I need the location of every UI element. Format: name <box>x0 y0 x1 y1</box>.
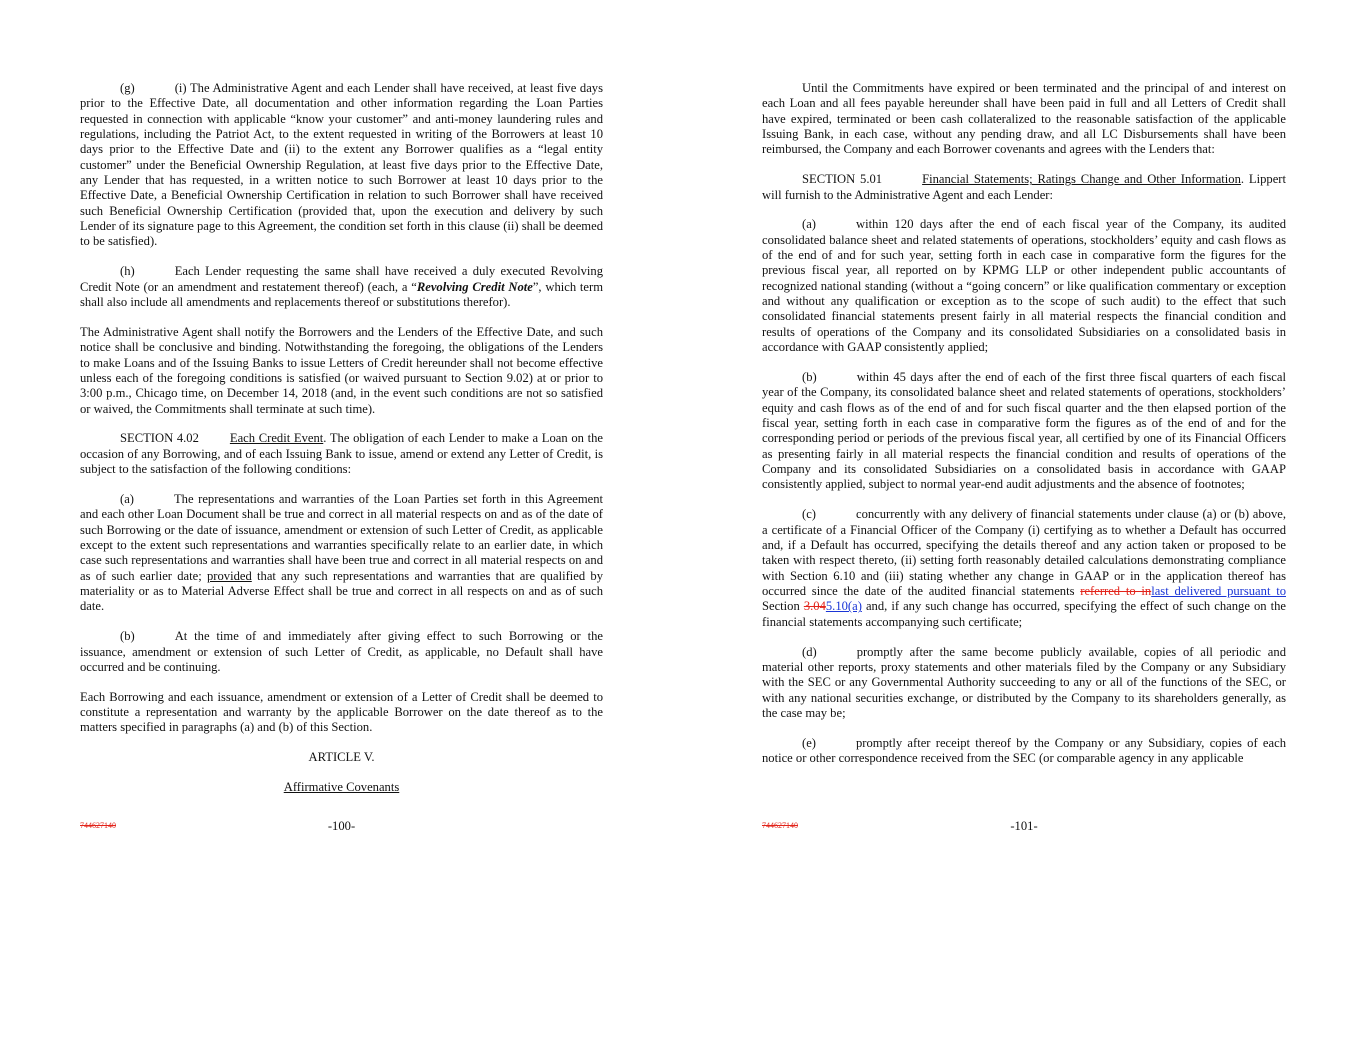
defined-term-revolving-credit-note: Revolving Credit Note <box>416 279 533 294</box>
clause-a-text-after: that any such representations and warranties that are qualified by materiality or as to Material Adverse Effect shall be true and correct in all respects on and as of such date. <box>80 568 603 614</box>
covenants-intro-paragraph: Until the Commitments have expired or been terminated and the principal of and interest on each Loan and all fees payable hereunder shall have been paid in full and all Letters of Credit shall have expired, terminated or been cash collateralized to the reasonable satisfaction of the applicable Issuing Bank, in each case, without any pending draw, and all LC Disbursements shall have been reimbursed, the Company and each Borrower covenants and agrees with the Lenders that: <box>762 81 1286 157</box>
effective-date-notice-paragraph: The Administrative Agent shall notify the Borrowers and the Lenders of the Effective Date, and such notice shall be conclusive and binding. Notwithstanding the foregoing, the obligations of the Lenders to make Loans and of the Issuing Banks to issue Letters of Credit hereunder shall not become effective unless each of the foregoing conditions is satisfied (or waived pursuant to Section 9.02) at or prior to 3:00 p.m., Chicago time, on December 14, 2018 (and, in the event such conditions are not so satisfied or waived, the Commitments shall terminate at such time). <box>80 324 603 416</box>
inserted-text-last-delivered: last delivered pursuant to <box>1151 583 1286 598</box>
inserted-section-number: 5.10(a) <box>825 599 862 614</box>
clause-5-01-a <box>762 217 1286 355</box>
clause-d-label: (d) <box>802 644 817 659</box>
clause-e-text: promptly after receipt thereof by the Company or any Subsidiary, copies of each notice or other correspondence received from the SEC (or comparable agency in any applicable <box>762 735 1286 766</box>
page-number: -101- <box>1010 819 1038 833</box>
footer-document-code: 744627140 <box>762 821 798 830</box>
clause-a-label: (a) <box>120 491 134 506</box>
clause-b-label: (b) <box>120 629 135 644</box>
page-number: -100- <box>327 819 356 833</box>
clause-4-02-a <box>80 492 603 615</box>
clause-5-01-c <box>762 507 1286 630</box>
page-101 <box>762 0 1286 860</box>
clause-5-01-d <box>762 645 1286 722</box>
clause-4-02-b <box>80 629 603 675</box>
section-4-02-text: . The obligation of each Lender to make a Loan on the occasion of any Borrowing, and of each Issuing Bank to issue, amend or extend any Letter of Credit, is subject to the satisfaction of the following conditions: <box>80 431 603 477</box>
section-4-02-title: Each Credit Event <box>229 431 324 446</box>
each-borrowing-paragraph: Each Borrowing and each issuance, amendment or extension of a Letter of Credit shall be deemed to constitute a representation and warranty by the applicable Borrower on the date thereof as to the matters specified in paragraphs (a) and (b) of this Section. <box>80 689 603 735</box>
section-5-01 <box>762 172 1286 203</box>
section-4-02 <box>80 431 603 477</box>
clause-b-text: within 45 days after the end of each of the first three fiscal quarters of each fiscal year of the Company, its consolidated balance sheet and related statements of operations, stockholders’ equity and cash flows as of the end of and for such fiscal quarter and the then elapsed portion of the fiscal year, setting forth in each case in comparative form the figures as of the end of and for the corresponding period or periods of the previous fiscal year, all certified by one of its Financial Officers as presenting fairly in all material respects the financial condition and results of operations of the Company and its consolidated Subsidiaries on a consolidated basis in accordance with GAAP consistently applied, subject to normal year-end audit adjustments and the absence of footnotes; <box>762 370 1286 492</box>
clause-5-01-e <box>762 736 1286 767</box>
clause-a-text: within 120 days after the end of each fiscal year of the Company, its audited consolidated balance sheet and related statements of operations, stockholders’ equity and cash flows as of the end of and for such year, setting forth in each case in comparative form the figures for the previous fiscal year, all reported on by KPMG LLP or other independent public accountants of recognized national standing (without a “going concern” or like qualification commentary or exception and without any qualification or exception as to the scope of such audit) to the effect that such consolidated financial statements present fairly in all material respects the financial condition and results of operations of the Company and its consolidated Subsidiaries on a consolidated basis in accordance with GAAP consistently applied; <box>762 217 1286 355</box>
section-5-01-label: SECTION 5.01 <box>802 172 883 187</box>
clause-e-label: (e) <box>802 735 816 750</box>
page-100-body <box>80 81 603 810</box>
section-5-01-title: Financial Statements; Ratings Change and Other Information <box>922 172 1241 187</box>
page-100 <box>80 0 603 860</box>
page-101-body <box>762 81 1286 781</box>
clause-g-text: (i) The Administrative Agent and each Lender shall have received, at least five days prior to the Effective Date, all documentation and other information regarding the Loan Parties requested in connection with applicable “know your customer” and anti-money laundering rules and regulations, including the Patriot Act, to the extent requested in writing of the Borrowers at least 10 days prior to the Effective Date and (ii) to the extent any Borrower qualifies as a “legal entity customer” under the Beneficial Ownership Regulation, at least five days prior to the Effective Date, any Lender that has requested, in a written notice to such Borrower at least 10 days prior to the Effective Date, a Beneficial Ownership Certification in relation to such Borrower shall have received such Beneficial Ownership Certification (provided that, upon the execution and delivery by such Lender of its signature page to this Agreement, the condition set forth in this clause (ii) shall be deemed to be satisfied). <box>80 81 603 249</box>
article-title-wrap <box>80 780 603 795</box>
clause-c-label: (c) <box>802 507 816 522</box>
clause-c-text-before: concurrently with any delivery of financial statements under clause (a) or (b) above, a certificate of a Financial Officer of the Company (i) certifying as to whether a Default has occurred and, if a Default has occurred, specifying the details thereof and any action taken or proposed to be taken with respect thereto, (ii) setting forth reasonably detailed calculations demonstrating compliance with Section 6.10 and (iii) stating whether any change in GAAP or in the application thereof has occurred since the date of the audited financial statements <box>762 507 1286 598</box>
clause-d-text: promptly after the same become publicly available, copies of all periodic and material other reports, proxy statements and other materials filed by the Company or any Subsidiary with the SEC or any Governmental Authority succeeding to any or all of the functions of the SEC, or with any national securities exchange, or distributed by the Company to its shareholders generally, as the case may be; <box>762 644 1286 720</box>
clause-h-label: (h) <box>120 264 135 279</box>
clause-c-text-mid: Section <box>762 599 804 614</box>
clause-c-text-after: and, if any such change has occurred, specifying the effect of such change on the financial statements accompanying such certificate; <box>762 599 1286 629</box>
clause-h-text-before: Each Lender requesting the same shall have received a duly executed Revolving Credit Note (or an amendment and restatement thereof) (each, a “ <box>80 264 603 294</box>
clause-5-01-b <box>762 370 1286 493</box>
clause-a-text-before: The representations and warranties of the Loan Parties set forth in this Agreement and each other Loan Document shall be true and correct in all material respects on and as of the date of such Borrowing or the date of issuance, amendment or extension of such Letter of Credit, as applicable except to the extent such representations and warranties specifically relate to an earlier date, in which case such representations and warranties shall have been true and correct in all material respects on and as of such earlier date; <box>80 491 603 583</box>
clause-h-text-after: ”, which term shall also include all amendments and replacements thereof or substitutions therefor). <box>80 279 604 309</box>
clause-g-label: (g) <box>120 81 135 95</box>
clause-h <box>80 264 603 310</box>
clause-b-label: (b) <box>802 370 817 384</box>
section-5-01-text: . Lippert will furnish to the Administrative Agent and each Lender: <box>762 172 1286 202</box>
deleted-text-referred-to-in: referred to in <box>1080 583 1152 598</box>
clause-b-text: At the time of and immediately after giving effect to such Borrowing or the issuance, amendment or extension of such Letter of Credit, as applicable, no Default shall have occurred and be continuing. <box>80 629 603 674</box>
deleted-section-number: 3.04 <box>803 599 826 614</box>
provided-term: provided <box>207 568 252 583</box>
clause-g <box>80 81 603 250</box>
footer-document-code: 744627140 <box>80 821 116 830</box>
section-4-02-label: SECTION 4.02 <box>120 431 199 446</box>
article-title: Affirmative Covenants <box>283 780 400 795</box>
clause-a-label: (a) <box>802 217 816 232</box>
article-heading: ARTICLE V. <box>308 750 375 765</box>
